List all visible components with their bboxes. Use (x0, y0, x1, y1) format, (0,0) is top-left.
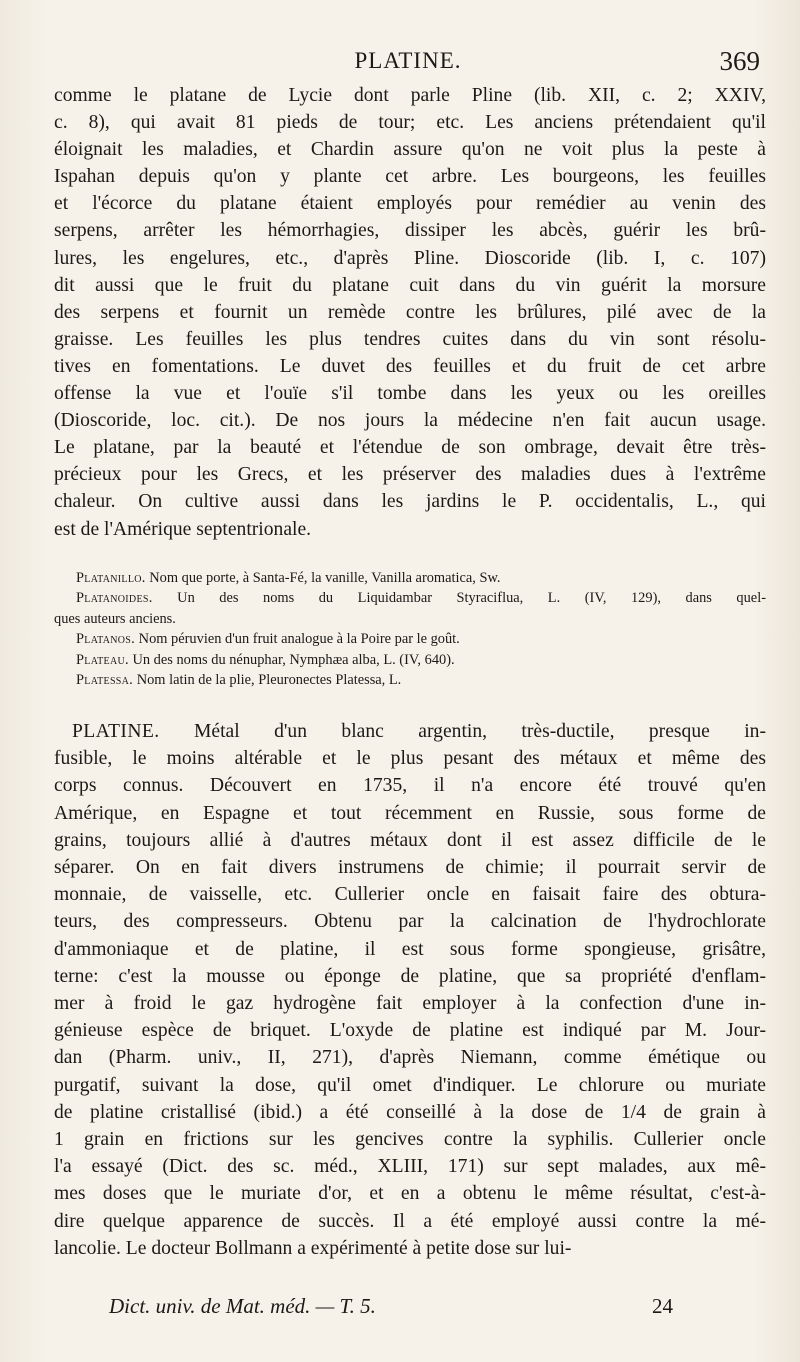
entry-headword: Plateau. (76, 651, 129, 668)
text-line (54, 1072, 766, 1099)
text-line-content: séparer. On en fait divers instrumens de chimie; il pourrait servir de (54, 857, 766, 879)
text-line (54, 745, 766, 772)
entry-text: Nom latin de la plie, Pleuronectes Platessa, L. (136, 672, 402, 689)
short-entry (54, 629, 766, 649)
entry-text: Nom que porte, à Santa-Fé, la vanille, Vanilla aromatica, Sw. (149, 570, 501, 586)
entry-headword: Platanos. (76, 631, 136, 648)
note-line (54, 568, 766, 588)
text-line (54, 1099, 766, 1126)
text-line-content: génieuse espèce de briquet. L'oxyde de platine est indiqué par M. Jour- (54, 1020, 766, 1042)
page-header (56, 44, 760, 80)
text-line: graisse. Les feuilles les plus tendres cuites dans du vin sont résolu- (54, 328, 766, 350)
text-line (54, 990, 766, 1017)
text-line (54, 772, 766, 799)
text-line-content: terne: c'est la mousse ou éponge de platine, que sa propriété d'enflam- (54, 965, 766, 987)
text-line (54, 936, 766, 963)
text-line-content: dan (Pharm. univ., II, 271), d'après Niemann, comme émétique ou (54, 1047, 766, 1069)
text-line-content: grains, toujours allié à d'autres métaux dont il est assez difficile de le (54, 829, 766, 851)
footer-signature: Dict. univ. de Mat. méd. — T. 5. (109, 1294, 376, 1318)
text-line: lures, les engelures, etc., d'après Pline. Dioscoride (lib. I, c. 107) (54, 247, 766, 269)
text-line-content: lancolie. Le docteur Bollmann a expérimenté à petite dose sur lui- (54, 1237, 572, 1259)
text-line: serpens, arrêter les hémorrhagies, dissiper les abcès, guérir les brû- (54, 220, 766, 242)
text-line: éloignait les maladies, et Chardin assure qu'on ne voit plus la peste à (54, 139, 766, 161)
text-line-content: purgatif, suivant la dose, qu'il omet d'indiquer. Le chlorure ou muriate (54, 1074, 766, 1096)
short-entry (54, 650, 766, 670)
text-line-content: 1 grain en frictions sur les gencives contre la syphilis. Cullerier oncle (54, 1129, 766, 1151)
text-line (54, 908, 766, 935)
text-line (54, 718, 766, 745)
text-line (54, 854, 766, 881)
text-line: dit aussi que le fruit du platane cuit dans du vin guérit la morsure (54, 274, 766, 296)
entry-text: ques auteurs anciens. (54, 610, 176, 627)
text-line: chaleur. On cultive aussi dans les jardins le P. occidentalis, L., qui (54, 491, 766, 513)
text-line (54, 1208, 766, 1235)
short-entry (54, 670, 766, 690)
text-line (54, 1180, 766, 1207)
text-line: est de l'Amérique septentrionale. (54, 518, 312, 540)
paragraph-platane-continued (54, 82, 766, 543)
text-line: offense la vue et l'ouïe s'il tombe dans les yeux ou les oreilles (54, 383, 766, 405)
entry-text: Nom péruvien d'un fruit analogue à la Poire par le goût. (138, 631, 460, 648)
note-line (54, 609, 766, 629)
text-line-content: Métal d'un blanc argentin, très-ductile, presque in- (193, 721, 766, 742)
text-line-content: mes doses que le muriate d'or, et en a obtenu le même résultat, c'est-à- (54, 1183, 766, 1205)
entry-text: Un des noms du Liquidambar Styraciflua, L. (IV, 129), dans quel- (177, 590, 766, 607)
text-line (54, 1235, 766, 1262)
text-line (54, 1126, 766, 1153)
text-line-content: Amérique, en Espagne et tout récemment en Russie, sous forme de (54, 802, 766, 824)
text-line: et l'écorce du platane étaient employés pour remédier au venin des (54, 193, 766, 215)
paragraph-platine (54, 718, 766, 1262)
text-line-content: monnaie, de vaisselle, etc. Cullerier oncle en faisait faire des obtura- (54, 884, 766, 906)
text-line: des serpens et fournit un remède contre les brûlures, pilé avec de la (54, 301, 766, 323)
text-line: Le platane, par la beauté et l'étendue de son ombrage, devait être très- (54, 437, 766, 459)
entry-headword: Platanoides. (76, 590, 153, 607)
short-entries (54, 568, 766, 690)
text-line-content: teurs, des compresseurs. Obtenu par la calcination de l'hydrochlorate (54, 911, 766, 933)
text-line-content: dire quelque apparence de succès. Il a été employé aussi contre la mé- (54, 1210, 766, 1232)
text-line (54, 1153, 766, 1180)
note-line (54, 650, 766, 670)
text-line: c. 8), qui avait 81 pieds de tour; etc. Les anciens prétendaient qu'il (54, 112, 766, 134)
page-footer (54, 1294, 766, 1324)
text-line (54, 963, 766, 990)
note-line (54, 629, 766, 649)
entry-headword: Platessa. (76, 672, 134, 689)
text-line: tives en fomentations. Le duvet des feuilles et du fruit de cet arbre (54, 355, 766, 377)
text-line-content: fusible, le moins altérable et le plus pesant des métaux et même des (54, 748, 766, 770)
footer-signature-number: 24 (652, 1294, 673, 1318)
text-line: comme le platane de Lycie dont parle Pline (lib. XII, c. 2; XXIV, (54, 85, 766, 106)
text-line (54, 827, 766, 854)
entry-headword: Platanillo. (76, 570, 146, 586)
text-line-content: mer à froid le gaz hydrogène fait employer à la confection d'une in- (54, 993, 766, 1015)
text-line: (Dioscoride, loc. cit.). De nos jours la médecine n'en fait aucun usage. (54, 410, 766, 432)
short-entry (54, 568, 766, 588)
short-entry (54, 588, 766, 629)
entry-text: Un des noms du nénuphar, Nymphæa alba, L. (IV, 640). (132, 651, 455, 668)
text-line: Ispahan depuis qu'on y plante cet arbre. Les bourgeons, les feuilles (54, 166, 766, 188)
note-line (54, 670, 766, 690)
text-line-content: de platine cristallisé (ibid.) a été conseillé à la dose de 1/4 de grain à (54, 1101, 766, 1123)
text-line-content: l'a essayé (Dict. des sc. méd., XLIII, 171) sur sept malades, aux mê- (54, 1156, 766, 1178)
text-line-content: d'ammoniaque et de platine, il est sous forme spongieuse, grisâtre, (54, 938, 766, 960)
note-line (54, 588, 766, 608)
text-line (54, 1044, 766, 1071)
text-line: précieux pour les Grecs, et les préserver des maladies dues à l'extrême (54, 464, 766, 486)
page-number: 369 (719, 46, 760, 76)
text-line-content: corps connus. Découvert en 1735, il n'a encore été trouvé qu'en (54, 775, 766, 797)
text-line (54, 881, 766, 908)
running-title: PLATINE. (354, 48, 462, 73)
text-line (54, 800, 766, 827)
text-line (54, 1017, 766, 1044)
entry-headword: PLATINE. (72, 721, 160, 742)
